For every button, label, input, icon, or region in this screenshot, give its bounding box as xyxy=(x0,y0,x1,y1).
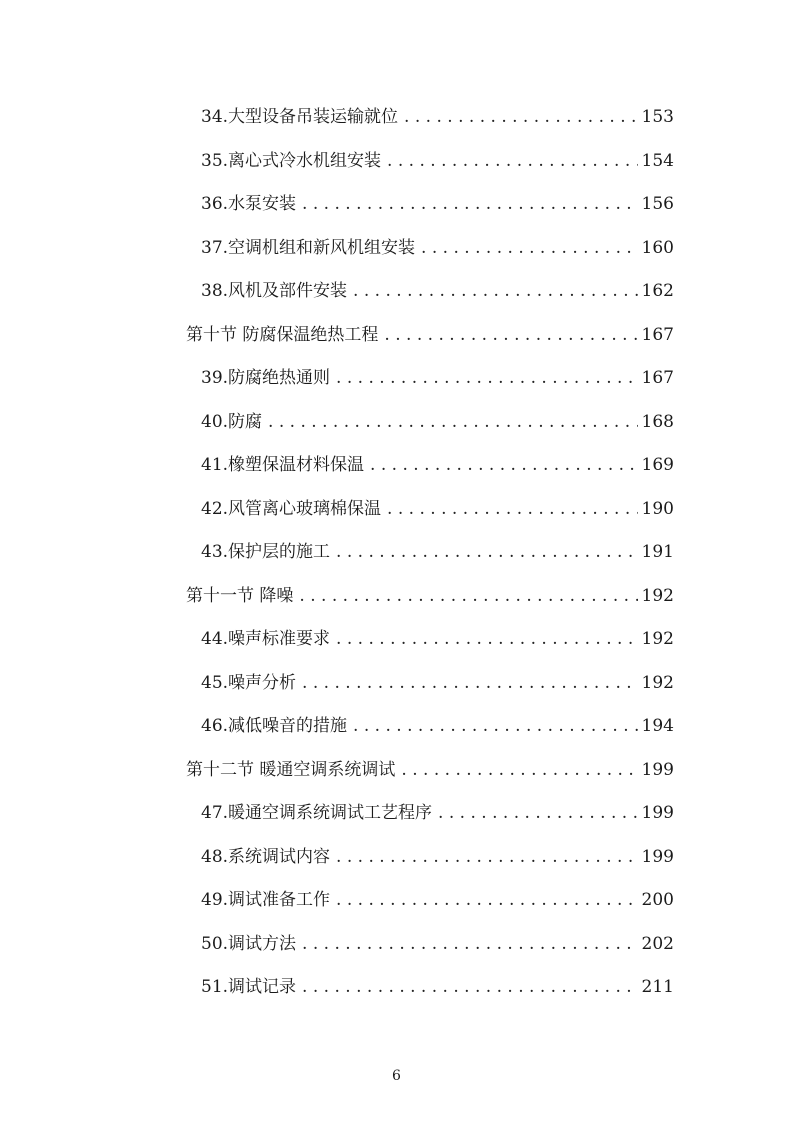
table-of-contents xyxy=(186,96,674,1010)
toc-entry-number: 41. xyxy=(201,455,229,475)
dot-leader xyxy=(421,227,638,271)
toc-section[interactable] xyxy=(186,314,674,358)
toc-entry[interactable] xyxy=(186,662,674,706)
toc-entry[interactable] xyxy=(186,531,674,575)
toc-section-title: 第十节 防腐保温绝热工程 xyxy=(186,324,379,345)
dot-leader xyxy=(353,270,638,314)
toc-entry-number: 45. xyxy=(201,672,229,693)
toc-entry-page: 202 xyxy=(641,933,674,954)
toc-entry-title: 防腐 xyxy=(228,411,263,432)
toc-entry[interactable] xyxy=(186,618,674,662)
dot-leader xyxy=(302,966,638,1010)
toc-entry[interactable] xyxy=(186,270,674,314)
dot-leader xyxy=(302,923,638,967)
toc-entry-number: 40. xyxy=(201,411,229,432)
dot-leader xyxy=(438,792,638,836)
toc-entry-page: 192 xyxy=(641,672,674,693)
toc-entry-number: 43. xyxy=(201,542,229,562)
toc-entry-number: 47. xyxy=(201,803,229,823)
dot-leader xyxy=(384,314,637,358)
toc-entry-page: 156 xyxy=(641,194,674,214)
toc-section-title: 第十一节 降噪 xyxy=(186,585,294,606)
toc-entry-page: 192 xyxy=(641,629,674,649)
toc-entry-title: 减低噪音的措施 xyxy=(228,716,348,736)
toc-entry-number: 36. xyxy=(201,194,229,214)
toc-entry-page: 169 xyxy=(641,455,674,475)
toc-entry[interactable] xyxy=(186,401,674,445)
dot-leader xyxy=(336,531,638,575)
dot-leader xyxy=(299,575,637,619)
toc-entry[interactable] xyxy=(186,183,674,227)
toc-entry-title: 暖通空调系统调试工艺程序 xyxy=(228,803,433,823)
toc-entry-title: 调试记录 xyxy=(228,977,297,997)
toc-entry-title: 防腐绝热通则 xyxy=(228,368,331,388)
toc-entry-page: 162 xyxy=(641,281,674,301)
toc-entry-page: 199 xyxy=(641,846,674,867)
toc-entry-number: 42. xyxy=(201,498,229,519)
toc-entry-title: 橡塑保温材料保温 xyxy=(228,455,365,475)
toc-entry-page: 191 xyxy=(641,542,674,562)
toc-entry-number: 34. xyxy=(201,107,229,127)
toc-entry-page: 168 xyxy=(641,411,674,432)
toc-entry-title: 风管离心玻璃棉保温 xyxy=(228,498,382,519)
toc-entry[interactable] xyxy=(186,96,674,140)
toc-entry-page: 194 xyxy=(641,716,674,736)
toc-entry-title: 调试方法 xyxy=(228,933,297,954)
dot-leader xyxy=(370,444,638,488)
dot-leader xyxy=(336,879,638,923)
toc-entry[interactable] xyxy=(186,836,674,880)
dot-leader xyxy=(336,357,638,401)
toc-entry-page: 190 xyxy=(641,498,674,519)
toc-entry-page: 160 xyxy=(641,237,674,258)
toc-entry[interactable] xyxy=(186,140,674,184)
dot-leader xyxy=(302,183,638,227)
toc-entry-number: 44. xyxy=(201,629,229,649)
toc-entry-title: 噪声分析 xyxy=(228,672,297,693)
toc-entry-title: 调试准备工作 xyxy=(228,890,331,910)
toc-entry[interactable] xyxy=(186,705,674,749)
toc-section-page: 199 xyxy=(641,759,674,780)
toc-entry-number: 38. xyxy=(201,281,229,301)
toc-section-title: 第十二节 暖通空调系统调试 xyxy=(186,759,396,780)
toc-section-page: 192 xyxy=(641,585,674,606)
toc-entry-number: 46. xyxy=(201,716,229,736)
toc-entry-number: 51. xyxy=(201,977,229,997)
toc-entry[interactable] xyxy=(186,227,674,271)
toc-entry-title: 噪声标准要求 xyxy=(228,629,331,649)
dot-leader xyxy=(353,705,638,749)
dot-leader xyxy=(401,749,637,793)
toc-entry-title: 空调机组和新风机组安装 xyxy=(228,237,416,258)
toc-entry[interactable] xyxy=(186,966,674,1010)
toc-section[interactable] xyxy=(186,575,674,619)
toc-entry-page: 200 xyxy=(641,890,674,910)
toc-entry-page: 154 xyxy=(641,150,674,171)
page-number: 6 xyxy=(392,1068,401,1084)
toc-entry[interactable] xyxy=(186,879,674,923)
toc-entry-number: 37. xyxy=(201,237,229,258)
toc-section[interactable] xyxy=(186,749,674,793)
dot-leader xyxy=(336,836,638,880)
toc-entry[interactable] xyxy=(186,444,674,488)
toc-entry[interactable] xyxy=(186,792,674,836)
toc-entry-title: 水泵安装 xyxy=(228,194,297,214)
dot-leader xyxy=(302,662,638,706)
toc-entry-title: 风机及部件安装 xyxy=(228,281,348,301)
toc-entry-title: 保护层的施工 xyxy=(228,542,331,562)
toc-entry-title: 大型设备吊装运输就位 xyxy=(228,107,399,127)
toc-entry-number: 39. xyxy=(201,368,229,388)
dot-leader xyxy=(387,488,638,532)
toc-entry-page: 167 xyxy=(641,368,674,388)
toc-section-page: 167 xyxy=(641,324,674,345)
toc-entry[interactable] xyxy=(186,488,674,532)
toc-entry[interactable] xyxy=(186,357,674,401)
toc-entry-page: 211 xyxy=(641,977,674,997)
toc-entry-title: 离心式冷水机组安装 xyxy=(228,150,382,171)
toc-entry-number: 50. xyxy=(201,933,229,954)
toc-entry-page: 199 xyxy=(641,803,674,823)
toc-entry-number: 49. xyxy=(201,890,229,910)
toc-entry-page: 153 xyxy=(641,107,674,127)
dot-leader xyxy=(404,96,638,140)
dot-leader xyxy=(387,140,638,184)
toc-entry-number: 35. xyxy=(201,150,229,171)
dot-leader xyxy=(336,618,638,662)
toc-entry-title: 系统调试内容 xyxy=(228,846,331,867)
toc-entry-number: 48. xyxy=(201,846,229,867)
toc-entry[interactable] xyxy=(186,923,674,967)
dot-leader xyxy=(268,401,638,445)
